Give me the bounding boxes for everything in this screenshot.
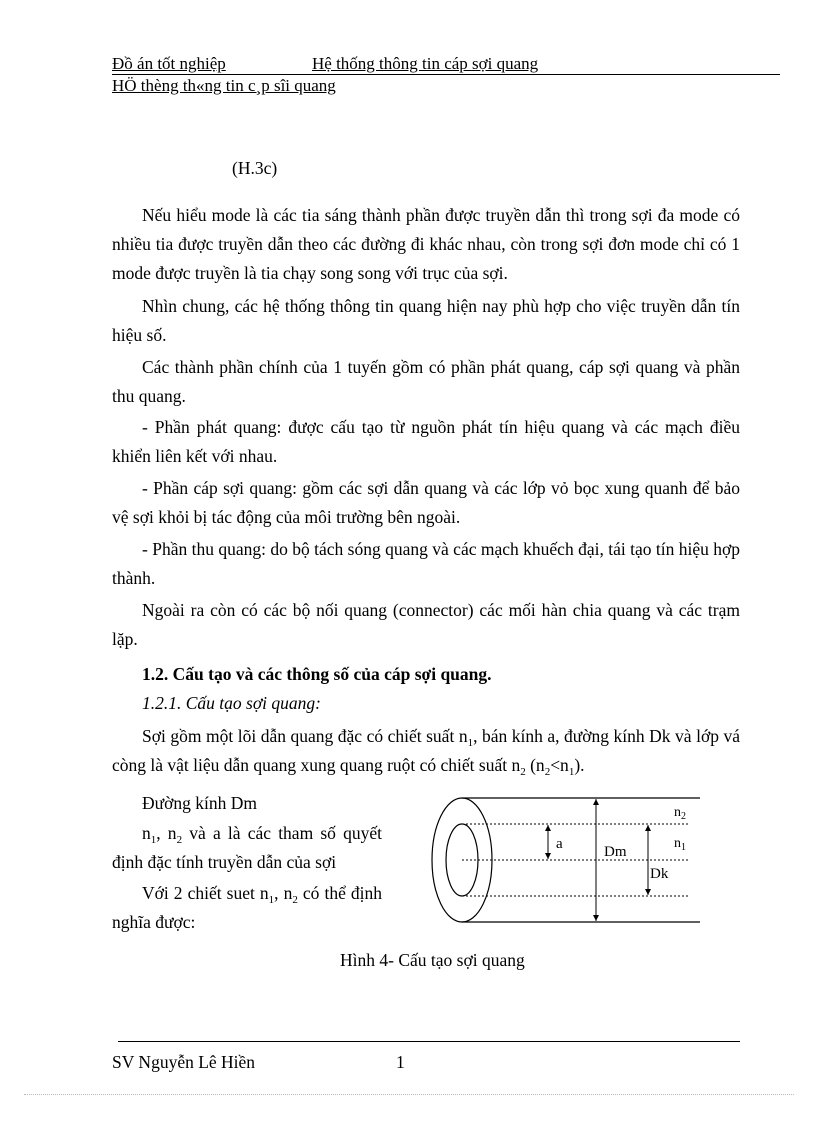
label-n2: $n_2$ [674,805,686,822]
subsection-title: 1.2.1. Cấu tạo sợi quang: [142,693,321,713]
paragraph-mode: Nếu hiểu mode là các tia sáng thành phần được truyền dẫn thì trong sợi đa mode có nhiều tia được truyền dẫn theo các đường đi khác nhau, còn trong sợi đơn mode chỉ có 1 mode được truyền là tia chạy song song với trục của sợi. [112,205,740,283]
header-garbled-text: HÖ thèng th«ng tin c¸p sîi quang [112,76,336,95]
label-dk: Dk [650,866,669,882]
label-n1: $n_1$ [674,836,686,853]
dm-arrow-head-top [593,799,599,805]
text-dm: Đường kính Dm [142,793,257,813]
footer-page-number: 1 [396,1052,405,1072]
dk-arrow-head-bottom [645,889,651,895]
radius-arrow-head-top [545,825,551,831]
footer-divider [118,1041,740,1042]
paragraph-connectors: Ngoài ra còn có các bộ nối quang (connector) các mối hàn chia quang và các trạm lặp. [112,600,740,649]
footer-author: SV Nguyễn Lê Hiền [112,1052,256,1072]
figure-top-caption: (H.3c) [232,158,278,178]
label-a: a [556,836,563,852]
text-parameters: $n_1$, $n_2$ và a là các tham số quyết định đặc tính truyền dẫn của sợi [112,823,382,872]
paragraph-receiver: - Phần thu quang: do bộ tách sóng quang và các mạch khuếch đại, tái tạo tín hiệu hợp thành. [112,539,740,588]
paragraph-structure: Sợi gồm một lõi dẫn quang đặc có chiết suất $n_1$, bán kính a, đường kính Dk và lớp vá còng là vật liệu dẫn quang xung quang ruột có chiết suất $n_2$ $(n_2<n_1)$. [112,726,740,778]
section-title: 1.2. Cấu tạo và các thông số của cáp sợi quang. [142,664,492,684]
radius-arrow-head-bottom [545,853,551,859]
header-right-text: Hệ thống thông tin cáp sợi quang [312,54,539,73]
page-header [112,54,780,75]
paragraph-cable: - Phần cáp sợi quang: gồm các sợi dẫn quang và các lớp vỏ bọc xung quanh để bảo vệ sợi khỏi bị tác động của môi trường bên ngoài. [112,478,740,527]
label-dm: Dm [604,844,627,860]
header-left-text: Đồ án tốt nghiệp [112,54,226,73]
paragraph-components: Các thành phần chính của 1 tuyến gồm có phần phát quang, cáp sợi quang và phần thu quang. [112,357,740,406]
paragraph-transmitter: - Phần phát quang: được cấu tạo từ nguồn phát tín hiệu quang và các mạch điều khiển liên kết với nhau. [112,417,740,466]
text-definition: Với 2 chiết suet $n_1$, $n_2$ có thể định nghĩa được: [112,883,383,932]
dm-arrow-head-bottom [593,915,599,921]
figure-caption: Hình 4- Cấu tạo sợi quang [340,950,525,970]
paragraph-summary: Nhìn chung, các hệ thống thông tin quang hiện nay phù hợp cho việc truyền dẫn tín hiệu số. [112,296,740,345]
fiber-structure-diagram [420,790,710,930]
dk-arrow-head-top [645,825,651,831]
page-bottom-dotted-line [24,1094,794,1095]
